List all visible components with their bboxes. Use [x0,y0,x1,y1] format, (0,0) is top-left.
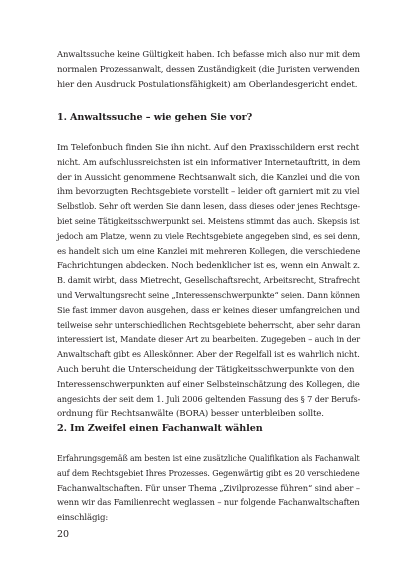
text-line: Fachanwaltschaften. Für unser Thema „Zivilprozesse führen“ sind aber – [57,483,360,494]
text-line: Erfahrungsgemäß am besten ist eine zusätzliche Qualifikation als Fachanwalt [57,454,360,464]
section-heading-1: 1. Anwaltssuche – wie gehen Sie vor? [57,112,253,123]
text-line: teilweise sehr unterschiedlichen Rechtsgebiete beherrscht, aber sehr daran [57,320,361,331]
text-line: Auch beruht die Unterscheidung der Tätigkeitsschwerpunkte von den [57,364,355,375]
text-line: ihm bevorzugten Rechtsgebiete vorstellt – leider oft garniert mit zu viel [57,187,360,198]
intro-paragraph [57,48,360,92]
text-line: Im Telefonbuch finden Sie ihn nicht. Auf den Praxisschildern erst recht [57,143,360,153]
text-line: biet seine Tätigkeitsschwerpunkt sei. Meistens stimmt das auch. Skepsis ist [57,216,360,227]
text-line: angesichts der seit dem 1. Juli 2006 geltenden Fassung des § 7 der Berufs- [57,394,361,405]
text-line: Sie fast immer davon ausgehen, dass er keines dieser umfangreichen und [57,305,360,316]
text-line: B. damit wirbt, dass Mietrecht, Gesellschaftsrecht, Arbeitsrecht, Strafrecht [57,276,360,287]
text-line: der in Aussicht genommene Rechtsanwalt sich, die Kanzlei und die von [57,172,360,183]
text-line: Fachrichtungen abdecken. Noch bedenklicher ist es, wenn ein Anwalt z. [57,261,361,272]
text-line: Selbstlob. Sehr oft werden Sie dann lesen, dass dieses oder jenes Rechtsge- [57,202,361,213]
page-number: 20 [57,529,70,540]
text-line: wenn wir das Familienrecht weglassen – nur folgende Fachanwaltschaften [57,498,360,509]
text-line: ordnung für Rechtsanwälte (BORA) besser unterbleiben sollte. [57,409,324,420]
text-line: jedoch am Platze, wenn zu viele Rechtsgebiete angegeben sind, es sei denn, [57,231,361,242]
text-line: normalen Prozessanwalt, dessen Zuständigkeit (die Juristen verwenden [57,64,360,75]
text-line: Anwaltschaft gibt es Alleskönner. Aber der Regelfall ist es wahrlich nicht. [57,350,360,361]
text-line: es handelt sich um eine Kanzlei mit mehreren Kollegen, die verschiedene [57,246,361,257]
section-2-paragraph [57,452,360,526]
text-line: Anwaltssuche keine Gültigkeit haben. Ich befasse mich also nur mit dem [57,50,361,60]
text-line: und Verwaltungsrecht seine „Interessenschwerpunkte“ seien. Dann können [57,290,361,301]
text-line: einschlägig: [57,513,109,524]
section-1-paragraph [57,141,360,422]
section-heading-2: 2. Im Zweifel einen Fachanwalt wählen [57,423,263,434]
text-line: hier den Ausdruck Postulationsfähigkeit) am Oberlandesgericht endet. [57,79,358,90]
text-line: Interessenschwerpunkten auf einer Selbsteinschätzung des Kollegen, die [57,379,360,390]
text-line: auf dem Rechtsgebiet Ihres Prozesses. Gegenwärtig gibt es 20 verschiedene [57,468,360,479]
text-line: nicht. Am aufschlussreichsten ist ein informativer Internetauftritt, in dem [57,157,361,168]
text-line: interessiert ist, Mandate dieser Art zu bearbeiten. Zugegeben – auch in der [57,335,361,346]
